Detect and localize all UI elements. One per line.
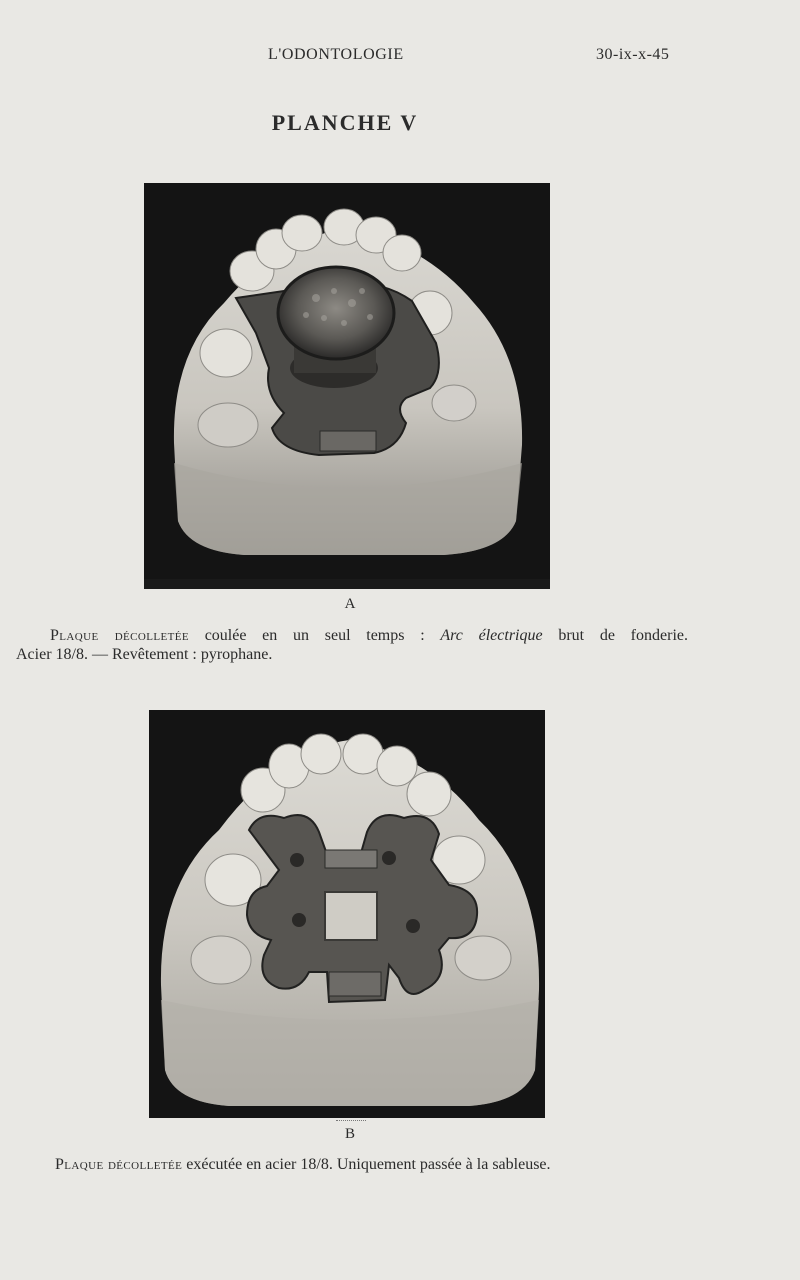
figure-a-caption-line1 [16,626,688,645]
figure-a-caption-text-end: brut de fonderie. [542,627,688,644]
figure-a-caption-term: Plaque décolletée [50,627,189,644]
journal-title: L'ODONTOLOGIE [268,46,404,63]
figure-a-photo [144,183,550,589]
figure-b-caption-text: exécutée en acier 18/8. Uniquement passée à la sableuse. [182,1156,551,1173]
figure-b-photo [149,710,545,1118]
sprue-button [278,267,394,359]
figure-b-letter-rule [336,1120,366,1121]
plate-window [325,892,377,940]
figure-a-letter: A [344,596,356,612]
running-head [0,46,800,68]
plate-title: PLANCHE V [271,110,419,135]
figure-b-letter: B [344,1126,355,1142]
figure-a-caption-text: coulée en un seul temps : [188,627,441,644]
figure-a-caption-line2: Acier 18/8. — Revêtement : pyrophane. [16,646,273,663]
figure-b-caption-term: Plaque décolletée [55,1156,183,1173]
figure-b-caption [55,1155,695,1174]
figure-a-caption-italic: Arc électrique [440,627,543,644]
dental-cast-b-illustration [149,710,545,1118]
dental-cast-a-illustration [144,183,550,589]
figure-a-caption [16,626,688,664]
issue-date: 30-ix-x-45 [596,46,670,63]
